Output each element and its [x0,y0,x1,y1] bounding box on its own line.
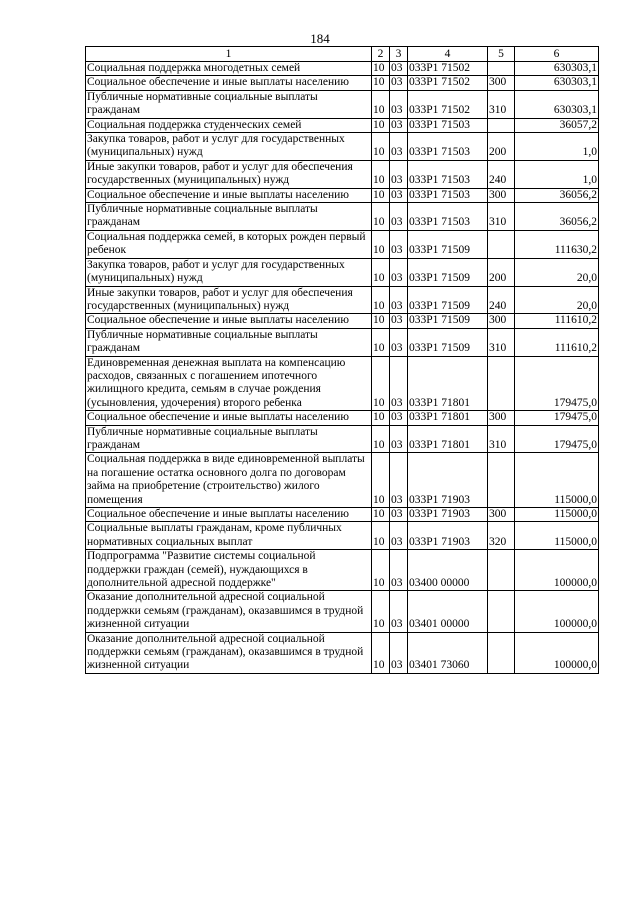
table-row [86,286,599,314]
row-amount: 630303,1 [515,76,599,90]
row-section: 10 [372,230,390,258]
row-expense-type: 300 [488,314,515,328]
row-subsection: 03 [390,328,408,356]
row-target-code: 033P1 71801 [408,411,488,425]
budget-table [85,46,599,674]
table-row [86,425,599,453]
row-amount: 100000,0 [515,550,599,591]
row-amount: 1,0 [515,160,599,188]
row-subsection: 03 [390,522,408,550]
row-section: 10 [372,286,390,314]
row-section: 10 [372,118,390,132]
row-amount: 36057,2 [515,118,599,132]
row-target-code: 033P1 71801 [408,425,488,453]
row-subsection: 03 [390,508,408,522]
row-expense-type [488,632,515,673]
row-expense-type: 310 [488,328,515,356]
table-row [86,314,599,328]
row-target-code: 033P1 71503 [408,133,488,161]
table-row [86,328,599,356]
table-row [86,230,599,258]
row-section: 10 [372,425,390,453]
table-row [86,62,599,76]
row-amount: 100000,0 [515,591,599,632]
row-name: Иные закупки товаров, работ и услуг для обеспечения государственных (муниципальных) нужд [86,160,372,188]
table-row [86,133,599,161]
row-section: 10 [372,591,390,632]
row-name: Социальные выплаты гражданам, кроме публичных нормативных социальных выплат [86,522,372,550]
row-section: 10 [372,632,390,673]
column-header-name: 1 [86,47,372,62]
row-section: 10 [372,411,390,425]
column-header-subsection: 3 [390,47,408,62]
row-name: Публичные нормативные социальные выплаты гражданам [86,203,372,231]
column-header-expense-type: 5 [488,47,515,62]
row-target-code: 03401 00000 [408,591,488,632]
row-expense-type: 200 [488,133,515,161]
row-name: Социальная поддержка в виде единовременной выплаты на погашение остатка основного долга по договорам займа на приобретение (строительство) жилого помещения [86,453,372,508]
row-subsection: 03 [390,90,408,118]
row-name: Социальная поддержка многодетных семей [86,62,372,76]
row-subsection: 03 [390,188,408,202]
row-subsection: 03 [390,160,408,188]
row-section: 10 [372,550,390,591]
row-section: 10 [372,314,390,328]
header-row [86,47,599,62]
row-name: Подпрограмма "Развитие системы социальной поддержки граждан (семей), нуждающихся в дополнительной адресной поддержке" [86,550,372,591]
row-target-code: 033P1 71903 [408,508,488,522]
row-name: Публичные нормативные социальные выплаты гражданам [86,328,372,356]
row-target-code: 03400 00000 [408,550,488,591]
row-section: 10 [372,188,390,202]
row-subsection: 03 [390,356,408,411]
row-amount: 115000,0 [515,522,599,550]
row-subsection: 03 [390,76,408,90]
row-name: Социальная поддержка студенческих семей [86,118,372,132]
row-subsection: 03 [390,632,408,673]
row-amount: 1,0 [515,133,599,161]
table-row [86,203,599,231]
row-target-code: 033P1 71503 [408,118,488,132]
row-expense-type: 310 [488,203,515,231]
table-row [86,90,599,118]
row-section: 10 [372,258,390,286]
row-expense-type: 240 [488,160,515,188]
row-expense-type: 200 [488,258,515,286]
row-name: Социальное обеспечение и иные выплаты населению [86,411,372,425]
row-subsection: 03 [390,411,408,425]
row-section: 10 [372,133,390,161]
table-row [86,591,599,632]
row-expense-type: 300 [488,508,515,522]
column-header-amount: 6 [515,47,599,62]
row-name: Социальное обеспечение и иные выплаты населению [86,314,372,328]
row-target-code: 033P1 71503 [408,203,488,231]
row-name: Публичные нормативные социальные выплаты гражданам [86,425,372,453]
row-subsection: 03 [390,425,408,453]
row-target-code: 033P1 71509 [408,258,488,286]
row-section: 10 [372,508,390,522]
row-target-code: 033P1 71509 [408,230,488,258]
row-target-code: 033P1 71801 [408,356,488,411]
row-name: Социальное обеспечение и иные выплаты населению [86,508,372,522]
row-name: Социальное обеспечение и иные выплаты населению [86,188,372,202]
row-amount: 36056,2 [515,188,599,202]
row-subsection: 03 [390,314,408,328]
row-amount: 111630,2 [515,230,599,258]
row-name: Закупка товаров, работ и услуг для государственных (муниципальных) нужд [86,258,372,286]
row-amount: 630303,1 [515,90,599,118]
row-expense-type [488,356,515,411]
table-row [86,522,599,550]
row-target-code: 033P1 71509 [408,286,488,314]
row-expense-type: 300 [488,411,515,425]
row-amount: 179475,0 [515,356,599,411]
row-section: 10 [372,203,390,231]
row-target-code: 033P1 71503 [408,160,488,188]
table-row [86,632,599,673]
row-target-code: 033P1 71503 [408,188,488,202]
column-header-section: 2 [372,47,390,62]
table-row [86,411,599,425]
row-amount: 115000,0 [515,453,599,508]
row-amount: 179475,0 [515,425,599,453]
table-row [86,258,599,286]
row-target-code: 033P1 71502 [408,90,488,118]
row-subsection: 03 [390,286,408,314]
row-subsection: 03 [390,258,408,286]
row-subsection: 03 [390,550,408,591]
table-row [86,550,599,591]
row-name: Публичные нормативные социальные выплаты гражданам [86,90,372,118]
row-target-code: 033P1 71903 [408,453,488,508]
row-target-code: 033P1 71509 [408,328,488,356]
row-target-code: 033P1 71502 [408,62,488,76]
row-expense-type: 240 [488,286,515,314]
row-subsection: 03 [390,62,408,76]
table-row [86,453,599,508]
row-expense-type [488,591,515,632]
row-target-code: 033P1 71502 [408,76,488,90]
row-amount: 20,0 [515,286,599,314]
row-subsection: 03 [390,118,408,132]
row-amount: 179475,0 [515,411,599,425]
row-name: Закупка товаров, работ и услуг для государственных (муниципальных) нужд [86,133,372,161]
row-subsection: 03 [390,203,408,231]
row-amount: 630303,1 [515,62,599,76]
row-expense-type: 300 [488,188,515,202]
row-name: Социальная поддержка семей, в которых рожден первый ребенок [86,230,372,258]
table-row [86,118,599,132]
row-subsection: 03 [390,230,408,258]
row-subsection: 03 [390,133,408,161]
table-row [86,356,599,411]
row-section: 10 [372,522,390,550]
row-amount: 100000,0 [515,632,599,673]
row-section: 10 [372,90,390,118]
row-name: Оказание дополнительной адресной социальной поддержки семьям (гражданам), оказавшимся в трудной жизненной ситуации [86,632,372,673]
row-expense-type [488,118,515,132]
table-row [86,76,599,90]
row-name: Оказание дополнительной адресной социальной поддержки семьям (гражданам), оказавшимся в трудной жизненной ситуации [86,591,372,632]
table-row [86,160,599,188]
row-section: 10 [372,76,390,90]
row-name: Единовременная денежная выплата на компенсацию расходов, связанных с погашением ипотечного жилищного кредита, семьям в случае рождения (усыновления, удочерения) второго ребенка [86,356,372,411]
row-subsection: 03 [390,453,408,508]
row-section: 10 [372,328,390,356]
row-target-code: 033P1 71509 [408,314,488,328]
row-expense-type: 320 [488,522,515,550]
row-subsection: 03 [390,591,408,632]
row-expense-type [488,62,515,76]
row-expense-type: 310 [488,90,515,118]
row-amount: 111610,2 [515,314,599,328]
row-name: Иные закупки товаров, работ и услуг для обеспечения государственных (муниципальных) нужд [86,286,372,314]
row-section: 10 [372,356,390,411]
row-amount: 111610,2 [515,328,599,356]
page-number: 184 [310,31,330,46]
row-expense-type [488,230,515,258]
row-expense-type: 300 [488,76,515,90]
row-target-code: 033P1 71903 [408,522,488,550]
row-amount: 36056,2 [515,203,599,231]
row-target-code: 03401 73060 [408,632,488,673]
table-row [86,188,599,202]
row-amount: 20,0 [515,258,599,286]
table-row [86,508,599,522]
column-header-target-code: 4 [408,47,488,62]
row-section: 10 [372,453,390,508]
row-amount: 115000,0 [515,508,599,522]
row-expense-type [488,453,515,508]
row-name: Социальное обеспечение и иные выплаты населению [86,76,372,90]
row-expense-type: 310 [488,425,515,453]
row-section: 10 [372,62,390,76]
row-section: 10 [372,160,390,188]
row-expense-type [488,550,515,591]
